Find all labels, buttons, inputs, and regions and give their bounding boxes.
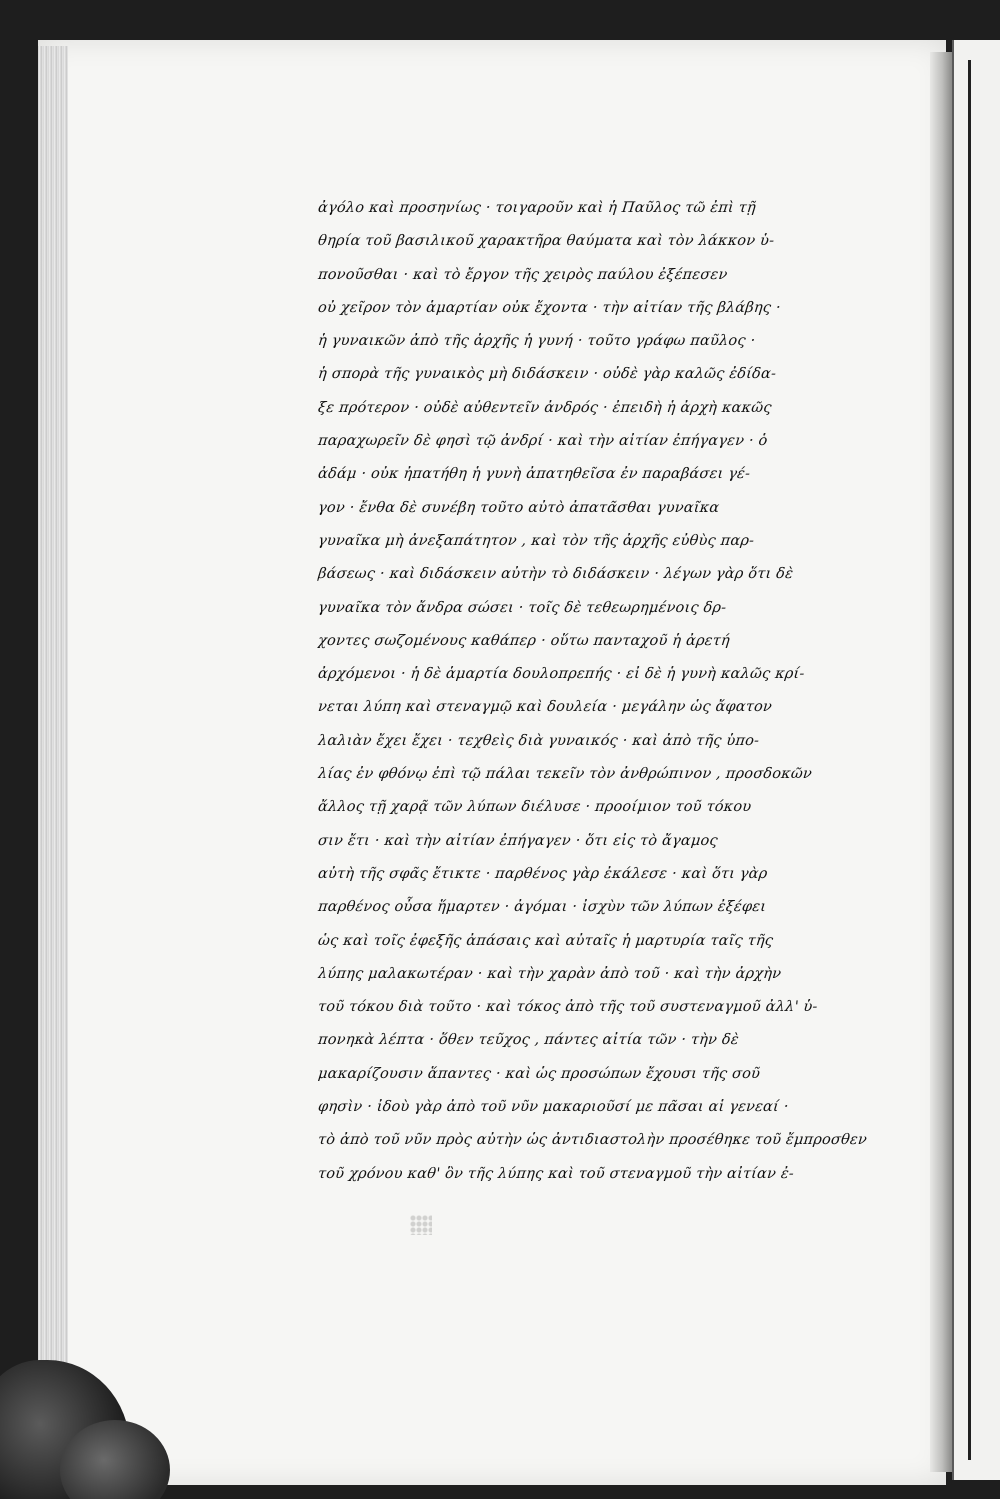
text-line: παρθένος οὖσα ἥμαρτεν · ἀγόμαι · ἰσχὺν τῶν λύπων ἐξέφει bbox=[317, 899, 768, 916]
text-line: ξε πρότερον · οὐδὲ αὐθεντεῖν ἀνδρός · ἐπειδὴ ἡ ἀρχὴ κακῶς bbox=[317, 399, 773, 416]
text-line: θηρία τοῦ βασιλικοῦ χαρακτῆρα θαύματα καὶ τὸν λάκκον ὑ- bbox=[317, 233, 776, 250]
book-gutter bbox=[930, 52, 952, 1472]
text-line: λίας ἐν φθόνῳ ἐπὶ τῷ πάλαι τεκεῖν τὸν ἀνθρώπινον , προσδοκῶν bbox=[317, 766, 813, 783]
page-edges bbox=[38, 46, 68, 1476]
facing-page bbox=[952, 40, 1000, 1480]
text-line: γυναῖκα μὴ ἀνεξαπάτητον , καὶ τὸν τῆς ἀρχῆς εὐθὺς παρ- bbox=[317, 532, 756, 549]
text-line: ἄλλος τῇ χαρᾷ τῶν λύπων διέλυσε · προοίμιον τοῦ τόκου bbox=[317, 799, 753, 816]
facing-page-edge bbox=[968, 60, 971, 1460]
text-line: γον · ἔνθα δὲ συνέβη τοῦτο αὐτὸ ἀπατᾶσθαι γυναῖκα bbox=[317, 499, 721, 516]
text-line: ἡ γυναικῶν ἀπὸ τῆς ἀρχῆς ἡ γυνή · τοῦτο γράφω παῦλος · bbox=[317, 333, 757, 350]
text-line: πονοῦσθαι · καὶ τὸ ἔργον τῆς χειρὸς παύλου ἐξέπεσεν bbox=[317, 266, 729, 283]
text-line: ὡς καὶ τοῖς ἐφεξῆς ἀπάσαις καὶ αὐταῖς ἡ μαρτυρία ταῖς τῆς bbox=[317, 932, 774, 949]
text-line: τοῦ τόκου διὰ τοῦτο · καὶ τόκος ἀπὸ τῆς τοῦ συστεναγμοῦ ἀλλ' ὑ- bbox=[317, 999, 819, 1016]
text-line: παραχωρεῖν δὲ φησὶ τῷ ἀνδρί · καὶ τὴν αἰτίαν ἐπήγαγεν · ὁ bbox=[317, 433, 769, 450]
text-line: βάσεως · καὶ διδάσκειν αὐτὴν τὸ διδάσκειν · λέγων γὰρ ὅτι δὲ bbox=[317, 566, 794, 583]
text-line: ἀρχόμενοι · ἡ δὲ ἁμαρτία δουλοπρεπής · εἰ δὲ ἡ γυνὴ καλῶς κρί- bbox=[317, 666, 806, 683]
paper-speck bbox=[410, 1215, 432, 1235]
text-line: γυναῖκα τὸν ἄνδρα σώσει · τοῖς δὲ τεθεωρημένοις δρ- bbox=[317, 599, 728, 616]
text-line: ἡ σπορὰ τῆς γυναικὸς μὴ διδάσκειν · οὐδὲ γὰρ καλῶς ἐδίδα- bbox=[317, 366, 777, 383]
text-line: μακαρίζουσιν ἅπαντες · καὶ ὡς προσώπων ἔχουσι τῆς σοῦ bbox=[317, 1065, 761, 1082]
text-line: πονηκὰ λέπτα · ὅθεν τεῦχος , πάντες αἰτία τῶν · τὴν δὲ bbox=[317, 1032, 740, 1049]
text-line: τοῦ χρόνου καθ' ὃν τῆς λύπης καὶ τοῦ στεναγμοῦ τὴν αἰτίαν ἐ- bbox=[317, 1165, 795, 1182]
text-line: τὸ ἀπὸ τοῦ νῦν πρὸς αὐτὴν ὡς ἀντιδιαστολὴν προσέθηκε τοῦ ἔμπροσθεν bbox=[317, 1132, 868, 1149]
handwritten-text-block bbox=[318, 192, 888, 1191]
text-line: λαλιὰν ἔχει ἔχει · τεχθεὶς διὰ γυναικός · καὶ ἀπὸ τῆς ὑπο- bbox=[317, 732, 761, 749]
text-line: οὐ χεῖρον τὸν ἁμαρτίαν οὐκ ἔχοντα · τὴν αἰτίαν τῆς βλάβης · bbox=[317, 299, 782, 316]
text-line: χοντες σωζομένους καθάπερ · οὕτω πανταχοῦ ἡ ἀρετή bbox=[317, 632, 731, 649]
text-line: αὐτὴ τῆς σφᾶς ἔτικτε · παρθένος γὰρ ἐκάλεσε · καὶ ὅτι γὰρ bbox=[317, 865, 769, 882]
text-line: φησὶν · ἰδοὺ γὰρ ἀπὸ τοῦ νῦν μακαριοῦσί με πᾶσαι αἱ γενεαί · bbox=[317, 1099, 790, 1116]
text-line: σιν ἔτι · καὶ τὴν αἰτίαν ἐπήγαγεν · ὅτι εἰς τὸ ἄγαμος bbox=[317, 832, 719, 849]
text-line: νεται λύπη καὶ στεναγμῷ καὶ δουλεία · μεγάλην ὡς ἄφατον bbox=[317, 699, 773, 716]
text-line: ἀδάμ · οὐκ ἠπατήθη ἡ γυνὴ ἀπατηθεῖσα ἐν παραβάσει γέ- bbox=[317, 466, 752, 483]
text-line: ἀγόλο καὶ προσηνίως · τοιγαροῦν καὶ ἡ Παῦλος τῶ ἐπὶ τῇ bbox=[317, 200, 757, 216]
text-line: λύπης μαλακωτέραν · καὶ τὴν χαρὰν ἀπὸ τοῦ · καὶ τὴν ἀρχὴν bbox=[317, 965, 782, 982]
